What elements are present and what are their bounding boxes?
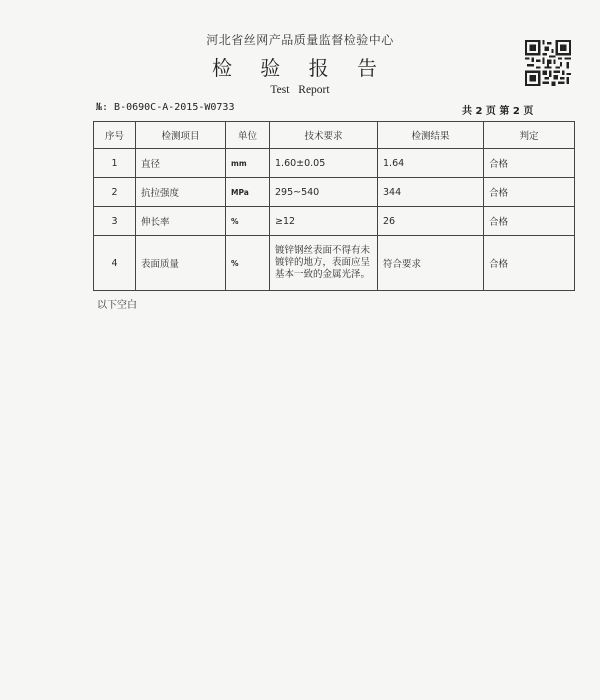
row-result: 符合要求	[378, 236, 484, 291]
row-item: 抗拉强度	[136, 178, 226, 207]
row-item: 伸长率	[136, 207, 226, 236]
row-item: 直径	[136, 149, 226, 178]
table-header-row	[94, 122, 575, 149]
table-row	[94, 207, 575, 236]
results-table	[93, 121, 575, 291]
column-header-no: 序号	[94, 122, 136, 149]
row-verdict: 合格	[484, 236, 575, 291]
column-header-verdict: 判定	[484, 122, 575, 149]
report-subtitle: Test Report	[270, 84, 330, 96]
row-no: 3	[94, 207, 136, 236]
row-item: 表面质量	[136, 236, 226, 291]
row-result: 1.64	[378, 149, 484, 178]
row-no: 2	[94, 178, 136, 207]
row-requirement: 镀锌钢丝表面不得有未镀锌的地方，表面应呈基本一致的金属光泽。	[270, 236, 378, 291]
row-unit: %	[226, 207, 270, 236]
org-name: 河北省丝网产品质量监督检验中心	[206, 33, 394, 47]
table-row	[94, 236, 575, 291]
row-verdict: 合格	[484, 207, 575, 236]
row-unit: mm	[226, 149, 270, 178]
table-row	[94, 149, 575, 178]
column-header-unit: 单位	[226, 122, 270, 149]
row-verdict: 合格	[484, 178, 575, 207]
column-header-item: 检测项目	[136, 122, 226, 149]
table-row	[94, 178, 575, 207]
row-no: 1	[94, 149, 136, 178]
row-requirement: 1.60±0.05	[270, 149, 378, 178]
column-header-result: 检测结果	[378, 122, 484, 149]
row-requirement: 295~540	[270, 178, 378, 207]
row-unit: %	[226, 236, 270, 291]
report-title: 检 验 报 告	[211, 56, 389, 80]
page-count: 共 2 页 第 2 页	[462, 106, 534, 117]
row-requirement: ≥12	[270, 207, 378, 236]
row-verdict: 合格	[484, 149, 575, 178]
row-unit: MPa	[226, 178, 270, 207]
blank-below-note: 以下空白	[97, 300, 137, 311]
row-no: 4	[94, 236, 136, 291]
document-number: №: B-0690C-A-2015-W0733	[96, 102, 235, 113]
row-result: 344	[378, 178, 484, 207]
column-header-requirement: 技术要求	[270, 122, 378, 149]
qr-code-icon	[525, 40, 571, 86]
row-result: 26	[378, 207, 484, 236]
